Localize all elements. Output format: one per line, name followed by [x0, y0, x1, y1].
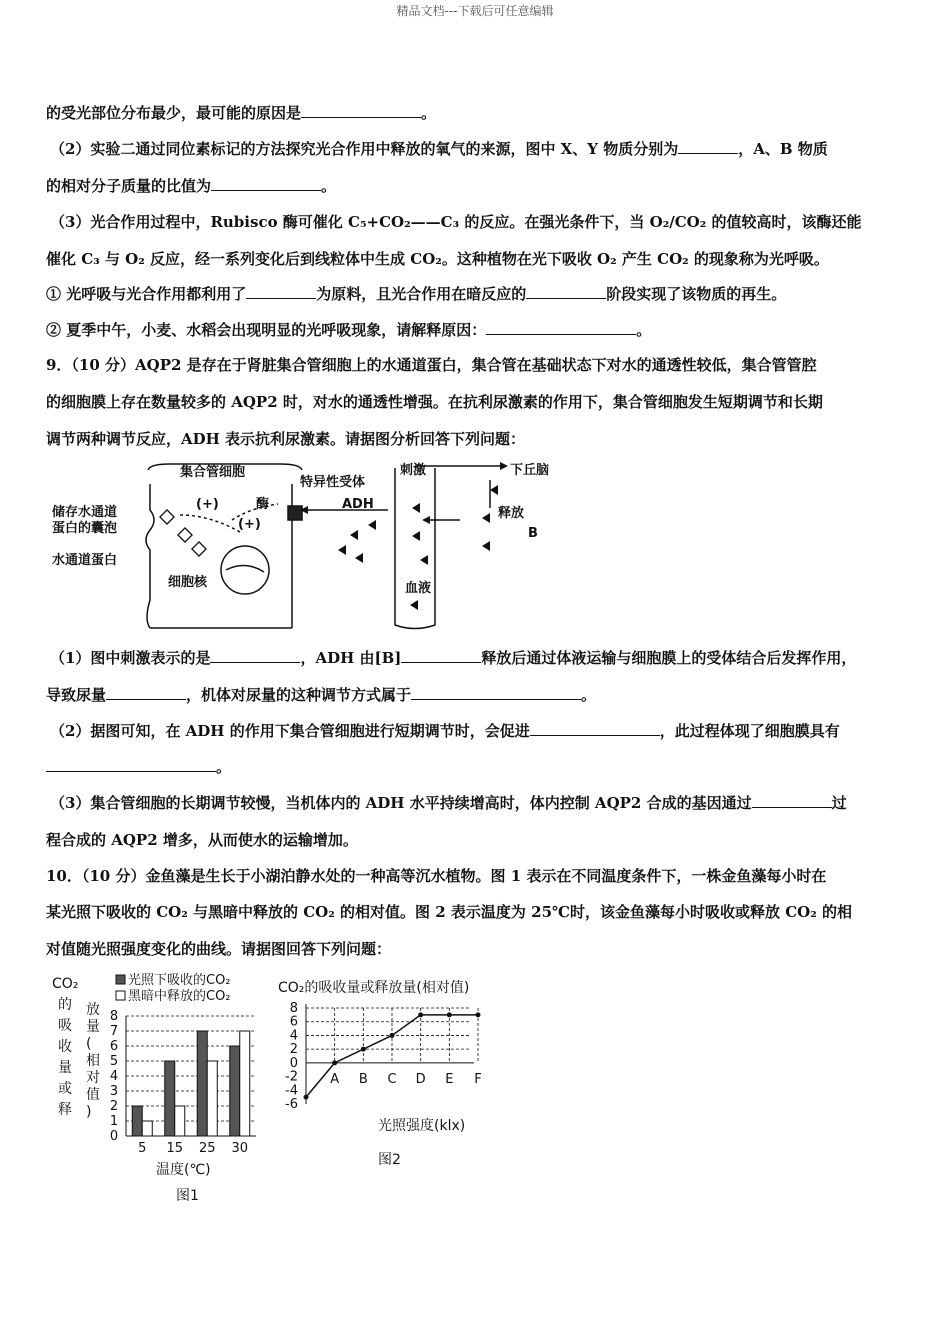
y-tick-label: -6: [285, 1097, 298, 1112]
y-tick-label: -4: [285, 1083, 298, 1099]
text-line: 的细胞膜上存在数量较多的 AQP2 时，对水的通透性增强。在抗利尿激素的作用下，集合管细胞发生短期调节和长期: [46, 393, 823, 411]
data-point: [332, 1060, 337, 1065]
x-tick-label: 25: [198, 1141, 216, 1156]
text-line: （3）集合管细胞的长期调节较慢，当机体内的 ADH 水平持续增高时，体内控制 AQP2 合成的基因通过 过: [50, 794, 847, 812]
x-tick-label: 15: [166, 1141, 184, 1156]
data-point: [447, 1012, 452, 1017]
plus-label: (+): [196, 497, 219, 512]
bar: [142, 1121, 152, 1136]
figure-2-line-chart: [270, 970, 530, 1175]
bar: [165, 1061, 175, 1136]
y-tick-label: 0: [289, 1055, 298, 1071]
legend-item: 黑暗中释放的CO₂: [128, 989, 231, 1004]
receptor-shape: [288, 506, 302, 520]
text-line: 。: [46, 757, 231, 777]
text-line: （2）据图可知，在 ADH 的作用下集合管细胞进行短期调节时，会促进 ，此过程体现了细胞膜具有: [50, 722, 840, 740]
text-line: 程合成的 AQP2 增多，从而使水的运输增加。: [46, 831, 358, 849]
y-tick-label: 4: [109, 1069, 119, 1084]
cell-left-membrane: [146, 484, 154, 628]
text-line: ② 夏季中午，小麦、水稻会出现明显的光呼吸现象，请解释原因： 。: [46, 321, 652, 339]
blood-label: 血液: [405, 581, 432, 596]
y-tick-label: 8: [289, 1001, 298, 1016]
fig1-ylabel-right: 放量(相对值): [86, 1002, 100, 1120]
fig1-xlabel: 温度(℃): [156, 1162, 211, 1178]
text-line: 调节两种调节反应，ADH 表示抗利尿激素。请据图分析回答下列问题：: [46, 430, 526, 448]
data-point: [304, 1095, 309, 1100]
text-line: （1）图中刺激表示的是 ，ADH 由[B] 释放后通过体液运输与细胞膜上的受体结合后发挥作用，: [50, 649, 857, 667]
adh-label: ADH: [342, 497, 374, 512]
question-10: 10．（10 分）金鱼藻是生长于小湖泊静水处的一种高等沉水植物。图 1 表示在不同温度条件下，一株金鱼藻每小时在: [46, 867, 827, 885]
legend-item: 光照下吸收的CO₂: [128, 973, 231, 988]
adh-diagram: [50, 460, 560, 635]
text-line: 对值随光照强度变化的曲线。请据图回答下列问题：: [46, 940, 392, 958]
x-tick-label: 30: [231, 1141, 249, 1156]
plus-label: (+): [238, 517, 261, 532]
y-tick-label: 5: [109, 1054, 119, 1069]
b-label: B: [528, 526, 538, 541]
vesicle-shape: [160, 510, 174, 524]
x-tick-label: 5: [138, 1141, 147, 1156]
y-tick-label: 2: [109, 1099, 119, 1114]
cell-title: 集合管细胞: [180, 465, 246, 480]
vesicle-label: 储存水通道: [52, 505, 118, 520]
x-tick-label: B: [358, 1071, 368, 1087]
text-line: 的相对分子质量的比值为 。: [46, 177, 337, 195]
vesicle-label-2: 蛋白的囊泡: [52, 521, 118, 536]
fig2-toplabel: CO₂的吸收量或释放量(相对值): [278, 980, 470, 996]
y-tick-label: 0: [109, 1129, 119, 1144]
question-9: 9．（10 分）AQP2 是存在于肾脏集合管细胞上的水通道蛋白，集合管在基础状态下对水的通透性较低，集合管管腔: [46, 356, 817, 374]
bar: [197, 1031, 207, 1136]
enzyme-label: 酶: [256, 497, 270, 512]
y-tick-label: 6: [289, 1014, 298, 1030]
nucleus-label: 细胞核: [168, 575, 208, 590]
aqp-label: 水通道蛋白: [52, 553, 118, 568]
y-tick-label: 6: [109, 1039, 119, 1054]
text-line: 催化 C₃ 与 O₂ 反应，经一系列变化后到线粒体中生成 CO₂。这种植物在光下吸收 O₂ 产生 CO₂ 的现象称为光呼吸。: [46, 250, 829, 268]
y-tick-label: 8: [109, 1009, 119, 1024]
data-point: [418, 1012, 423, 1017]
x-tick-label: C: [387, 1071, 397, 1087]
text-line: 某光照下吸收的 CO₂ 与黑暗中释放的 CO₂ 的相对值。图 2 表示温度为 25℃时，该金鱼藻每小时吸收或释放 CO₂ 的相: [46, 903, 853, 921]
text-line: ① 光呼吸与光合作用都利用了 为原料，且光合作用在暗反应的 阶段实现了该物质的再生。: [46, 285, 787, 303]
data-point: [361, 1047, 366, 1052]
fig1-title: 图1: [176, 1188, 199, 1204]
bar: [207, 1061, 217, 1136]
text-line: （2）实验二通过同位素标记的方法探究光合作用中释放的氧气的来源，图中 X、Y 物质分别为 ，A、B 物质: [50, 140, 828, 158]
x-tick-label: F: [474, 1071, 482, 1087]
x-tick-label: D: [415, 1071, 426, 1087]
bar: [230, 1046, 240, 1136]
data-point: [476, 1012, 481, 1017]
x-tick-label: A: [330, 1071, 340, 1087]
fig2-xlabel: 光照强度(klx): [378, 1118, 466, 1134]
stimulus-label: 刺激: [400, 463, 427, 478]
bar: [175, 1106, 185, 1136]
y-tick-label: 4: [289, 1028, 298, 1044]
y-tick-label: 2: [289, 1042, 298, 1058]
y-tick-label: 7: [109, 1024, 119, 1039]
text-line: 的受光部位分布最少，最可能的原因是 。: [46, 104, 437, 122]
figure-1-bar-chart: [46, 970, 276, 1210]
y-tick-label: 1: [109, 1114, 119, 1129]
y-tick-label: 3: [109, 1084, 119, 1099]
y-tick-label: -2: [285, 1069, 298, 1085]
fig2-title: 图2: [378, 1152, 401, 1168]
hypothalamus-label: 下丘脑: [510, 463, 550, 478]
page-header: 精品文档---下载后可任意编辑: [396, 4, 554, 18]
release-label: 释放: [498, 506, 525, 521]
text-line: （3）光合作用过程中，Rubisco 酶可催化 C₅+CO₂——C₃ 的反应。在强光条件下，当 O₂/CO₂ 的值较高时，该酶还能: [50, 213, 862, 231]
receptor-label: 特异性受体: [300, 475, 366, 490]
fig1-legend: [116, 972, 231, 1004]
x-tick-label: E: [445, 1071, 454, 1087]
data-point: [390, 1033, 395, 1038]
bar: [132, 1106, 142, 1136]
text-line: 导致尿量 ，机体对尿量的这种调节方式属于 。: [46, 686, 597, 704]
bar: [240, 1031, 250, 1136]
fig1-ylabel-left: CO₂ 的吸收量或释: [52, 976, 79, 1118]
